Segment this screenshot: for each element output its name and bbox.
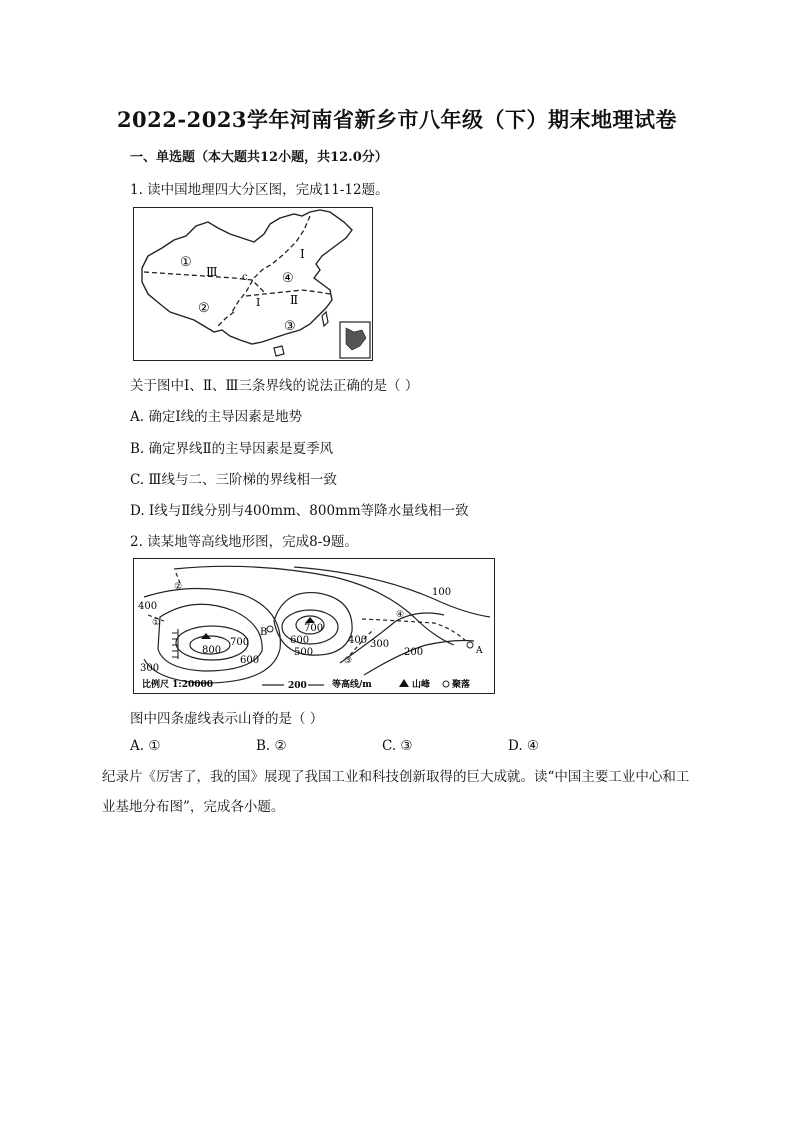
question-1-text: 关于图中Ⅰ、Ⅱ、Ⅲ三条界线的说法正确的是（ ）	[130, 378, 419, 394]
boundary-line-Ia	[218, 312, 234, 326]
legend-peak-label: 山峰	[412, 680, 431, 690]
q2-option-a[interactable]: A. ①	[130, 738, 161, 754]
map-label: Ⅰ	[256, 296, 261, 309]
q1-option-a[interactable]: A. 确定Ⅰ线的主导因素是地势	[130, 409, 303, 425]
question-1-stem: 1. 读中国地理四大分区图，完成11-12题。	[130, 182, 389, 198]
map-label: Ⅰ	[300, 247, 305, 261]
map-label: Ⅱ	[290, 293, 299, 307]
map-label: ③	[344, 656, 353, 666]
legend-settlement-icon	[443, 681, 449, 687]
map-label: 700	[230, 637, 250, 648]
map-label: A	[476, 646, 483, 656]
map-label: 800	[202, 645, 222, 656]
map-label: 300	[140, 663, 160, 674]
section-heading: 一、单选题（本大题共12小题，共12.0分）	[130, 150, 388, 165]
map-label: 700	[304, 623, 324, 634]
map-label: Ⅲ	[206, 265, 218, 279]
legend-contour-value: 200	[288, 681, 307, 691]
map-label: ②	[198, 301, 210, 316]
passage-text: 纪录片《厉害了，我的国》展现了我国工业和科技创新取得的巨大成就。读“中国主要工业中心和工业基地分布图”，完成各小题。	[102, 769, 690, 815]
map-label: c	[242, 272, 248, 283]
map-label: ①	[152, 618, 161, 628]
contour-map	[133, 558, 495, 694]
china-regions-map	[133, 207, 373, 361]
q2-option-d[interactable]: D. ④	[508, 738, 540, 754]
q1-option-b[interactable]: B. 确定界线Ⅱ的主导因素是夏季风	[130, 441, 334, 457]
map-label: ②	[174, 582, 183, 592]
map-label: B	[260, 627, 268, 638]
settlement-symbol	[267, 626, 273, 632]
map-label: ①	[180, 255, 192, 270]
legend-contour-label: 等高线/m	[332, 680, 372, 690]
map-label: 400	[138, 601, 158, 612]
settlement-symbol	[467, 642, 473, 648]
page-title: 2022-2023学年河南省新乡市八年级（下）期末地理试卷	[116, 107, 678, 132]
boundary-line-I	[232, 216, 310, 312]
question-2-text: 图中四条虚线表示山脊的是（ ）	[130, 711, 324, 727]
map-label: 100	[432, 587, 452, 598]
q2-option-c[interactable]: C. ③	[382, 738, 413, 754]
question-2-stem: 2. 读某地等高线地形图，完成8-9题。	[130, 534, 358, 550]
legend-peak-icon	[399, 679, 409, 687]
map-label: ④	[396, 610, 405, 620]
taiwan-island	[322, 312, 328, 326]
map-label: 200	[404, 647, 424, 658]
legend-scale: 比例尺 1:20000	[142, 680, 214, 690]
map-label: 400	[348, 635, 368, 646]
map-label: 600	[240, 655, 260, 666]
map-label: ③	[284, 319, 296, 334]
map-label: 300	[370, 639, 390, 650]
q2-option-b[interactable]: B. ②	[256, 738, 287, 754]
legend-settlement-label: 聚落	[452, 680, 471, 690]
q1-option-d[interactable]: D. Ⅰ线与Ⅱ线分别与400mm、800mm等降水量线相一致	[130, 503, 469, 519]
hainan-island	[274, 346, 284, 356]
map-label: 600	[290, 635, 310, 646]
map-label: 500	[294, 647, 314, 658]
q1-option-c[interactable]: C. Ⅲ线与二、三阶梯的界线相一致	[130, 472, 337, 488]
map-label: ④	[282, 271, 294, 286]
